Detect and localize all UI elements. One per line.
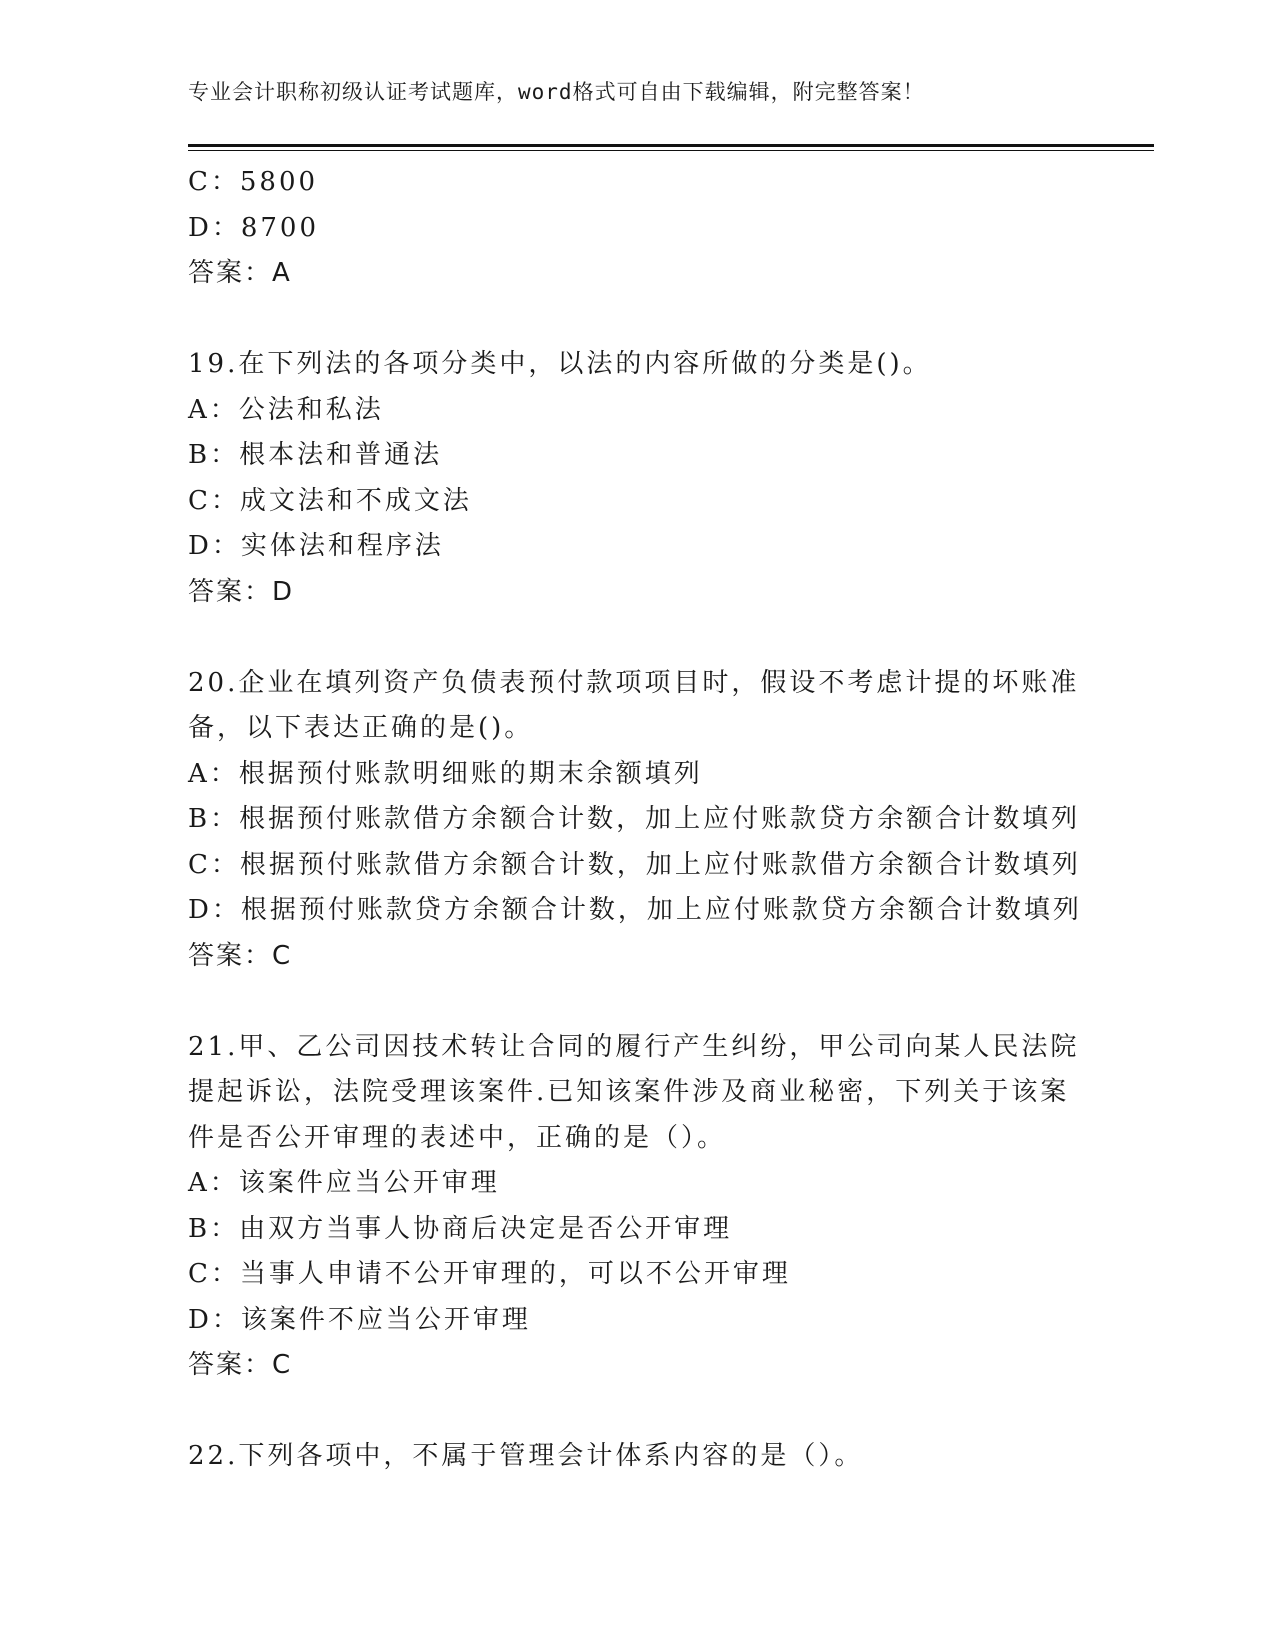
question-stem: 件是否公开审理的表述中，正确的是（）。 <box>188 1122 727 1153</box>
spacer <box>188 1389 1088 1435</box>
header-rule-thin <box>188 150 1154 151</box>
option-d: D：根据预付账款贷方余额合计数，加上应付账款贷方余额合计数填列 <box>188 895 1082 925</box>
option-d: D：实体法和程序法 <box>188 531 444 561</box>
option-b: B：根据预付账款借方余额合计数，加上应付账款贷方余额合计数填列 <box>188 804 1081 834</box>
question-stem: 22.下列各项中，不属于管理会计体系内容的是（）。 <box>188 1441 864 1471</box>
option-b: B：根本法和普通法 <box>188 440 443 470</box>
option-a: A：根据预付账款明细账的期末余额填列 <box>188 758 703 789</box>
answer-line: 答案：C <box>188 1350 293 1380</box>
question-stem: 提起诉讼，法院受理该案件.已知该案件涉及商业秘密，下列关于该案 <box>188 1077 1070 1107</box>
option-a: A：公法和私法 <box>188 394 384 425</box>
answer-line: 答案：A <box>188 258 292 288</box>
spacer <box>188 297 1088 343</box>
question-19 <box>188 342 1088 615</box>
option-c: C：成文法和不成文法 <box>188 485 472 516</box>
header-rule-thick <box>188 144 1154 147</box>
question-stem: 20.企业在填列资产负债表预付款项项目时，假设不考虑计提的坏账准 <box>188 667 1080 698</box>
answer-line: 答案：C <box>188 940 293 971</box>
option-d: D：8700 <box>188 212 320 243</box>
question-content <box>188 160 1088 1480</box>
spacer <box>188 979 1088 1025</box>
option-b: B：由双方当事人协商后决定是否公开审理 <box>188 1213 733 1244</box>
answer-line: 答案：D <box>188 576 295 607</box>
question-21 <box>188 1025 1088 1389</box>
option-c: C：根据预付账款借方余额合计数，加上应付账款借方余额合计数填列 <box>188 849 1081 880</box>
option-c: C：5800 <box>188 167 319 197</box>
option-a: A：该案件应当公开审理 <box>188 1168 500 1198</box>
question-stem: 21.甲、乙公司因技术转让合同的履行产生纠纷，甲公司向某人民法院 <box>188 1031 1080 1062</box>
option-d: D：该案件不应当公开审理 <box>188 1304 531 1335</box>
question-18-tail <box>188 160 1088 297</box>
option-c: C：当事人申请不公开审理的，可以不公开审理 <box>188 1259 791 1289</box>
question-22 <box>188 1434 1088 1480</box>
question-20 <box>188 661 1088 980</box>
question-stem: 19.在下列法的各项分类中，以法的内容所做的分类是()。 <box>188 349 932 379</box>
question-stem: 备，以下表达正确的是()。 <box>188 713 534 743</box>
spacer <box>188 615 1088 661</box>
page-header: 专业会计职称初级认证考试题库，word格式可自由下载编辑，附完整答案！ <box>188 80 925 104</box>
